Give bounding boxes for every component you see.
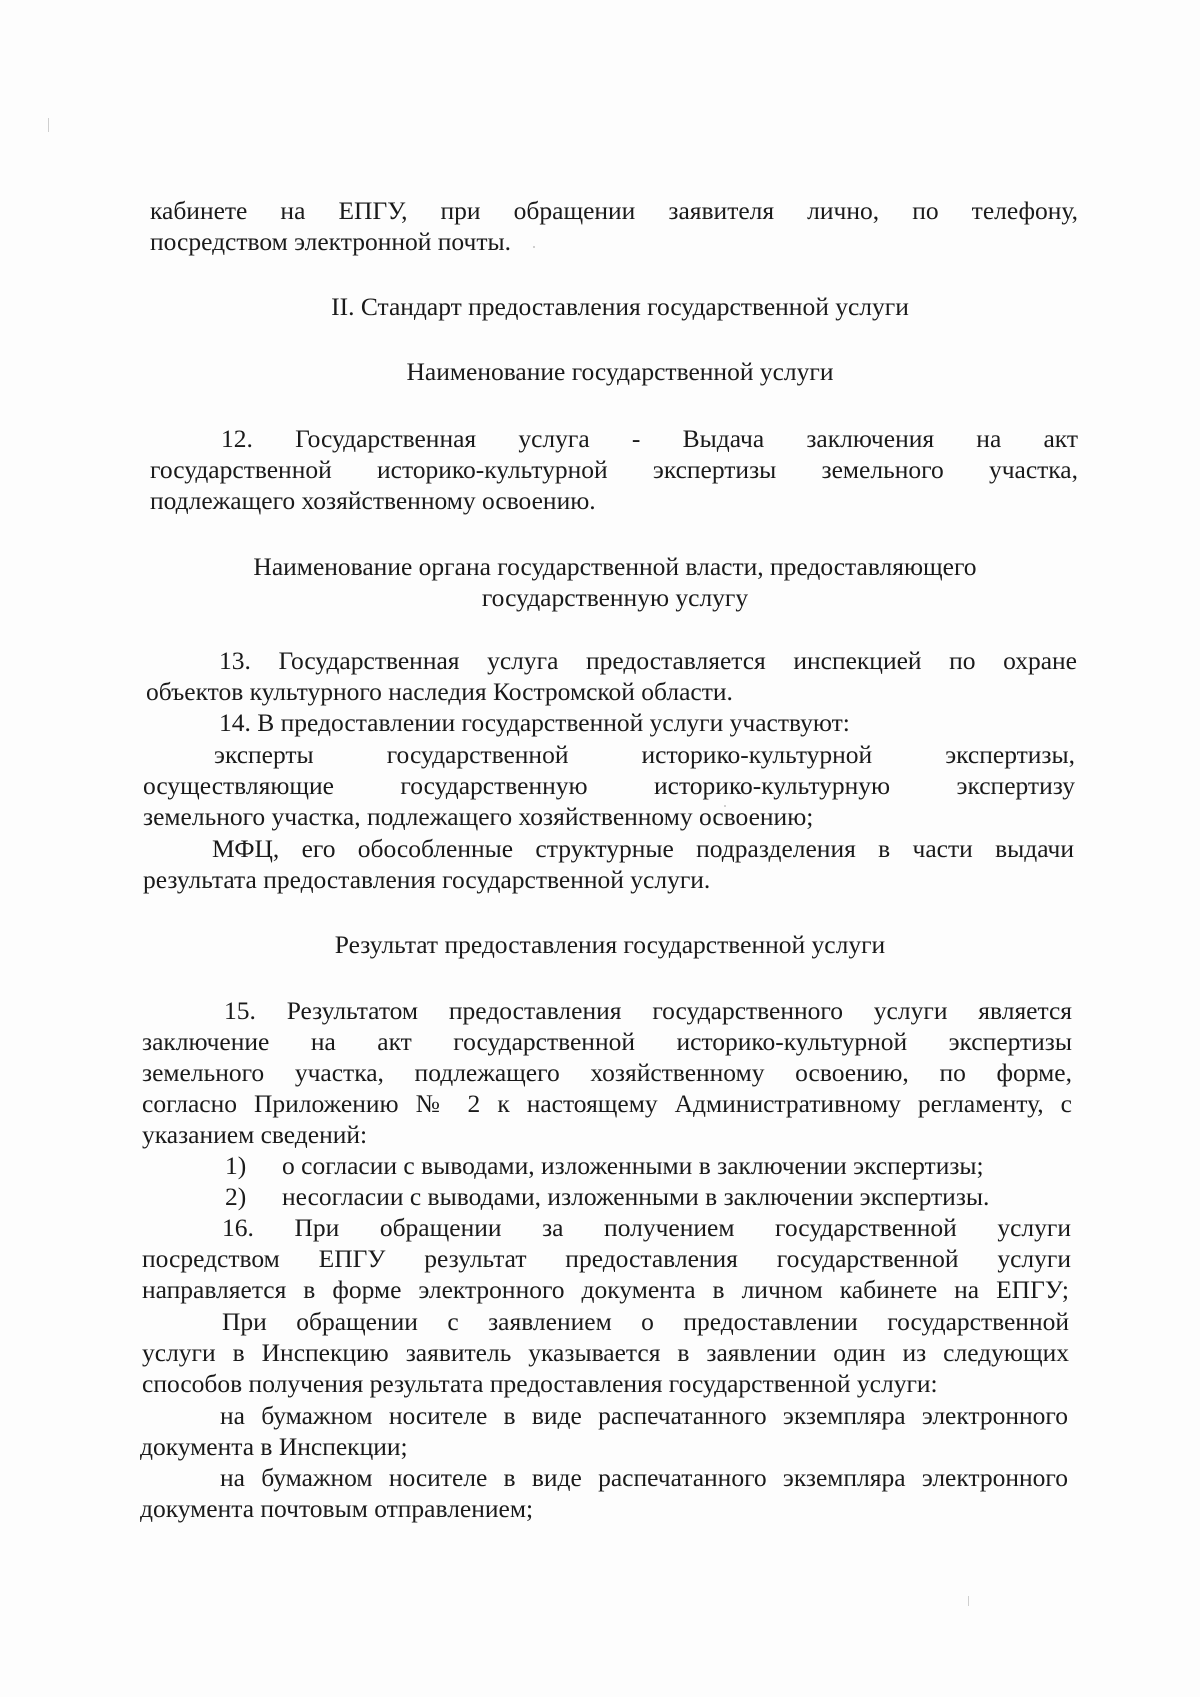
intro-line-1: кабинете на ЕПГУ, при обращении заявителя лично, по телефону, [150, 196, 1078, 225]
p16-line-6: способов получения результата предоставления государственной услуги: [142, 1369, 938, 1398]
p14-line-5: МФЦ, его обособленные структурные подразделения в части выдачи [212, 834, 1074, 863]
p14-line-6: результата предоставления государственной услуги. [143, 865, 711, 894]
p16-line-8: документа в Инспекции; [140, 1432, 408, 1461]
heading-service-name: Наименование государственной услуги [406, 357, 834, 386]
scan-mark [533, 246, 535, 248]
p16-line-2: посредством ЕПГУ результат предоставления государственной услуги [142, 1244, 1071, 1273]
p15-item-1-number: 1) [225, 1151, 247, 1180]
p16-line-9: на бумажном носителе в виде распечатанного экземпляра электронного [220, 1463, 1068, 1492]
p16-line-7: на бумажном носителе в виде распечатанного экземпляра электронного [220, 1401, 1068, 1430]
p15-item-1-text: о согласии с выводами, изложенными в заключении экспертизы; [282, 1151, 984, 1180]
section-title: II. Стандарт предоставления государственной услуги [331, 292, 909, 321]
scan-mark [968, 1596, 969, 1606]
p16-line-1: 16. При обращении за получением государственной услуги [222, 1213, 1071, 1242]
p16-line-5: услуги в Инспекцию заявитель указывается в заявлении один из следующих [142, 1338, 1069, 1367]
p14-line-4: земельного участка, подлежащего хозяйственному освоению; [143, 802, 814, 831]
p15-line-2: заключение на акт государственной историко-культурной экспертизы [142, 1027, 1072, 1056]
p15-line-3: земельного участка, подлежащего хозяйственному освоению, по форме, [142, 1058, 1072, 1087]
p16-line-10: документа почтовым отправлением; [140, 1494, 534, 1523]
heading-authority-line-1: Наименование органа государственной власти, предоставляющего [253, 552, 977, 581]
heading-authority-line-2: государственную услугу [481, 583, 749, 612]
p14-line-1: 14. В предоставлении государственной услуги участвуют: [219, 708, 850, 737]
p15-item-2-text: несогласии с выводами, изложенными в заключении экспертизы. [282, 1182, 990, 1211]
p15-line-5: указанием сведений: [142, 1120, 368, 1149]
p12-line-2: государственной историко-культурной экспертизы земельного участка, [150, 455, 1078, 484]
heading-result: Результат предоставления государственной услуги [334, 930, 886, 959]
p15-line-1: 15. Результатом предоставления государственного услуги является [224, 996, 1072, 1025]
p14-line-2: эксперты государственной историко-культурной экспертизы, [214, 740, 1075, 769]
p12-line-1: 12. Государственная услуга - Выдача заключения на акт [221, 424, 1078, 453]
p13-line-2: объектов культурного наследия Костромской области. [146, 677, 733, 706]
scan-mark [48, 118, 49, 132]
p16-line-4: При обращении с заявлением о предоставлении государственной [222, 1307, 1069, 1336]
p15-item-2-number: 2) [225, 1182, 247, 1211]
intro-line-2: посредством электронной почты. [150, 227, 511, 256]
p15-line-4: согласно Приложению № 2 к настоящему Административному регламенту, с [142, 1089, 1072, 1118]
p16-line-3: направляется в форме электронного документа в личном кабинете на ЕПГУ; [142, 1275, 1069, 1304]
p14-line-3: осуществляющие государственную историко-культурную экспертизу [143, 771, 1075, 800]
p12-line-3: подлежащего хозяйственному освоению. [150, 486, 596, 515]
p13-line-1: 13. Государственная услуга предоставляется инспекцией по охране [219, 646, 1077, 675]
